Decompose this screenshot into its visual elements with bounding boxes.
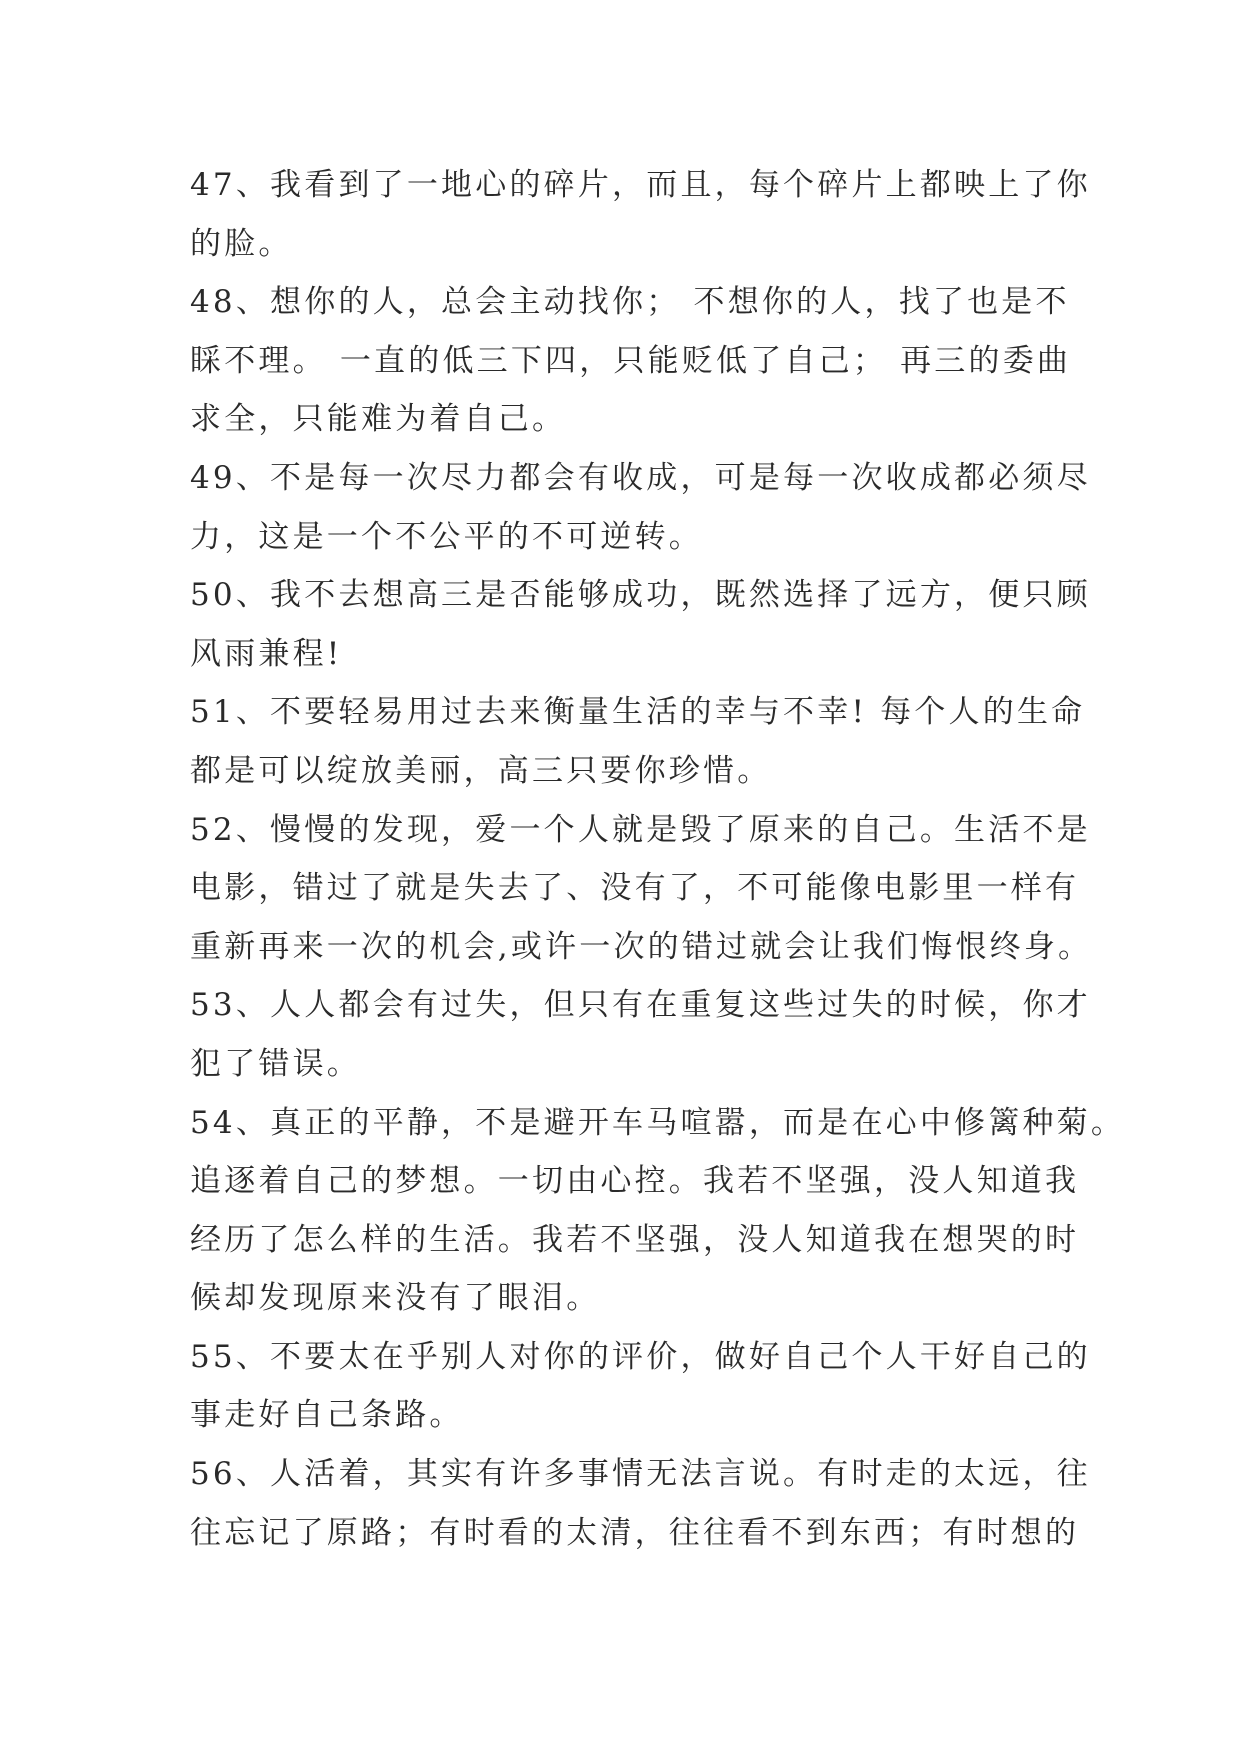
document-body bbox=[190, 156, 1126, 1562]
text-line: 51、不要轻易用过去来衡量生活的幸与不幸! 每个人的生命 bbox=[190, 694, 1086, 731]
text-line: 经历了怎么样的生活。我若不坚强，没人知道我在想哭的时 bbox=[190, 1221, 1080, 1258]
text-line: 48、想你的人，总会主动找你； 不想你的人，找了也是不 bbox=[190, 284, 1070, 321]
text-line: 追逐着自己的梦想。一切由心控。我若不坚强，没人知道我 bbox=[190, 1163, 1080, 1200]
text-line: 54、真正的平静，不是避开车马喧嚣，而是在心中修篱种菊。 bbox=[190, 1104, 1126, 1141]
text-line: 风雨兼程! bbox=[190, 635, 343, 672]
text-line: 47、我看到了一地心的碎片，而且，每个碎片上都映上了你 bbox=[190, 167, 1091, 203]
text-line: 52、慢慢的发现，爱一个人就是毁了原来的自己。生活不是 bbox=[190, 811, 1091, 848]
text-line: 49、不是每一次尽力都会有收成，可是每一次收成都必须尽 bbox=[190, 459, 1091, 496]
text-line: 56、人活着，其实有许多事情无法言说。有时走的太远，往 bbox=[190, 1456, 1091, 1493]
text-line: 电影，错过了就是失去了、没有了，不可能像电影里一样有 bbox=[190, 870, 1080, 907]
text-line: 53、人人都会有过失，但只有在重复这些过失的时候，你才 bbox=[190, 987, 1091, 1024]
text-line: 求全，只能难为着自己。 bbox=[190, 401, 567, 438]
text-line: 力，这是一个不公平的不可逆转。 bbox=[190, 518, 703, 555]
text-line: 重新再来一次的机会,或许一次的错过就会让我们悔恨终身。 bbox=[190, 928, 1093, 965]
text-line: 睬不理。 一直的低三下四，只能贬低了自己； 再三的委曲 bbox=[190, 342, 1072, 379]
text-line: 55、不要太在乎别人对你的评价，做好自己个人干好自己的 bbox=[190, 1338, 1091, 1375]
text-line: 事走好自己条路。 bbox=[190, 1397, 464, 1434]
text-line: 都是可以绽放美丽，高三只要你珍惜。 bbox=[190, 752, 772, 789]
text-line: 候却发现原来没有了眼泪。 bbox=[190, 1280, 601, 1317]
text-line: 50、我不去想高三是否能够成功，既然选择了远方，便只顾 bbox=[190, 577, 1091, 614]
text-line: 往忘记了原路；有时看的太清，往往看不到东西；有时想的 bbox=[190, 1514, 1080, 1551]
text-line: 犯了错误。 bbox=[190, 1045, 361, 1082]
text-line: 的脸。 bbox=[190, 225, 293, 262]
